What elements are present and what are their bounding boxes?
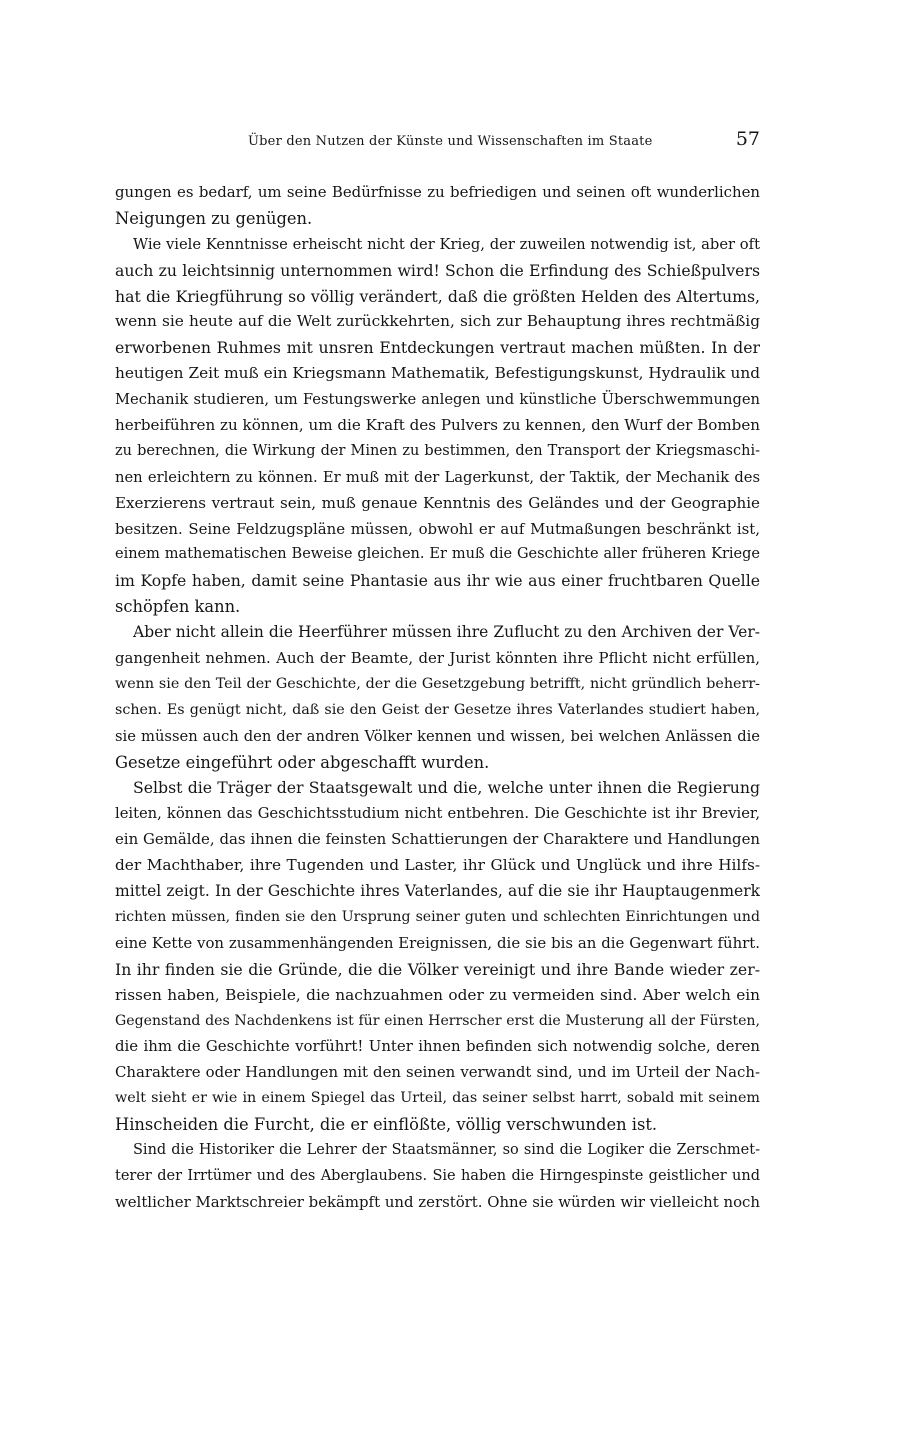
text-line: die ihm die Geschichte vorführt! Unter ihnen befinden sich notwendig solche, deren bbox=[115, 1037, 760, 1056]
text-line: mittel zeigt. In der Geschichte ihres Vaterlandes, auf die sie ihr Hauptaugenmerk bbox=[115, 882, 760, 901]
text-line: weltlicher Marktschreier bekämpft und zerstört. Ohne sie würden wir vielleicht noch bbox=[115, 1192, 760, 1211]
text-line: der Machthaber, ihre Tugenden und Laster, ihr Glück und Unglück und ihre Hilfs- bbox=[115, 856, 760, 875]
text-line: heutigen Zeit muß ein Kriegsmann Mathematik, Befestigungskunst, Hydraulik und bbox=[115, 364, 760, 383]
text-line: leiten, können das Geschichtsstudium nicht entbehren. Die Geschichte ist ihr Brevier, bbox=[115, 805, 760, 823]
text-line: ein Gemälde, das ihnen die feinsten Schattierungen der Charaktere und Handlungen bbox=[115, 830, 760, 849]
text-line: nen erleichtern zu können. Er muß mit der Lagerkunst, der Taktik, der Mechanik des bbox=[115, 468, 760, 486]
text-line: schöpfen kann. bbox=[115, 597, 241, 617]
text-line: gangenheit nehmen. Auch der Beamte, der Jurist könnten ihre Pflicht nicht erfüllen, bbox=[115, 649, 760, 668]
text-line: herbeiführen zu können, um die Kraft des Pulvers zu kennen, den Wurf der Bomben bbox=[115, 416, 760, 435]
text-line: sie müssen auch den der andren Völker kennen und wissen, bei welchen Anlässen die bbox=[115, 727, 760, 745]
text-line: richten müssen, finden sie den Ursprung seiner guten und schlechten Einrichtungen und bbox=[115, 908, 760, 925]
text-line: im Kopfe haben, damit seine Phantasie aus ihr wie aus einer fruchtbaren Quelle bbox=[115, 571, 760, 591]
text-line: Hinscheiden die Furcht, die er einflößte, völlig verschwunden ist. bbox=[115, 1115, 658, 1135]
text-line: Mechanik studieren, um Festungswerke anlegen und künstliche Überschwemmungen bbox=[115, 391, 760, 409]
text-line: auch zu leichtsinnig unternommen wird! Schon die Erfindung des Schießpulvers bbox=[115, 260, 760, 280]
text-line: terer der Irrtümer und des Aberglaubens. Sie haben die Hirngespinste geistlicher und bbox=[115, 1167, 760, 1184]
paragraph bbox=[115, 775, 760, 1137]
paragraph bbox=[115, 180, 760, 232]
text-line: hat die Kriegführung so völlig verändert, daß die größten Helden des Altertums, bbox=[115, 286, 760, 306]
text-line: wenn sie heute auf die Welt zurückkehrten, sich zur Behauptung ihres rechtmäßig bbox=[115, 312, 760, 331]
text-line: erworbenen Ruhmes mit unsren Entdeckungen vertraut machen müßten. In der bbox=[115, 338, 760, 358]
text-line: Charaktere oder Handlungen mit den seinen verwandt sind, und im Urteil der Nach- bbox=[115, 1063, 760, 1082]
text-line: wenn sie den Teil der Geschichte, der die Gesetzgebung betrifft, nicht gründlich beherr- bbox=[115, 675, 760, 692]
paragraph bbox=[115, 620, 760, 775]
text-line: zu berechnen, die Wirkung der Minen zu bestimmen, den Transport der Kriegsmaschi- bbox=[115, 442, 760, 459]
paragraph bbox=[115, 232, 760, 620]
body-text bbox=[115, 180, 760, 1216]
text-line: Gegenstand des Nachdenkens ist für einen Herrscher erst die Musterung all der Fürsten, bbox=[115, 1012, 760, 1029]
text-line: Wie viele Kenntnisse erheischt nicht der Krieg, der zuweilen notwendig ist, aber oft bbox=[133, 235, 760, 253]
page-number: 57 bbox=[735, 128, 760, 150]
text-line: Exerzierens vertraut sein, muß genaue Kenntnis des Geländes und der Geographie bbox=[115, 493, 760, 512]
text-line: schen. Es genügt nicht, daß sie den Geist der Gesetze ihres Vaterlandes studiert haben, bbox=[115, 701, 760, 718]
text-line: einem mathematischen Beweise gleichen. Er muß die Geschichte aller früheren Kriege bbox=[115, 546, 760, 563]
text-line: Selbst die Träger der Staatsgewalt und die, welche unter ihnen die Regierung bbox=[133, 778, 760, 798]
text-line: Sind die Historiker die Lehrer der Staatsmänner, so sind die Logiker die Zerschmet- bbox=[133, 1141, 760, 1158]
paragraph bbox=[115, 1138, 760, 1216]
running-head bbox=[115, 128, 760, 156]
text-line: eine Kette von zusammenhängenden Ereignissen, die sie bis an die Gegenwart führt. bbox=[115, 933, 760, 952]
running-title: Über den Nutzen der Künste und Wissenschaften im Staate bbox=[248, 134, 653, 149]
text-line: besitzen. Seine Feldzugspläne müssen, obwohl er auf Mutmaßungen beschränkt ist, bbox=[115, 519, 760, 538]
text-line: rissen haben, Beispiele, die nachzuahmen oder zu vermeiden sind. Aber welch ein bbox=[115, 985, 760, 1004]
text-line: Gesetze eingeführt oder abgeschafft wurden. bbox=[115, 752, 490, 772]
text-line: Aber nicht allein die Heerführer müssen ihre Zuflucht zu den Archiven der Ver- bbox=[133, 623, 760, 642]
text-line: Neigungen zu genügen. bbox=[115, 208, 313, 228]
text-line: gungen es bedarf, um seine Bedürfnisse zu befriedigen und seinen oft wunderlichen bbox=[115, 183, 760, 201]
text-line: In ihr finden sie die Gründe, die die Völker vereinigt und ihre Bande wieder zer- bbox=[115, 959, 760, 979]
text-line: welt sieht er wie in einem Spiegel das Urteil, das seiner selbst harrt, sobald mit seinem bbox=[115, 1090, 760, 1107]
